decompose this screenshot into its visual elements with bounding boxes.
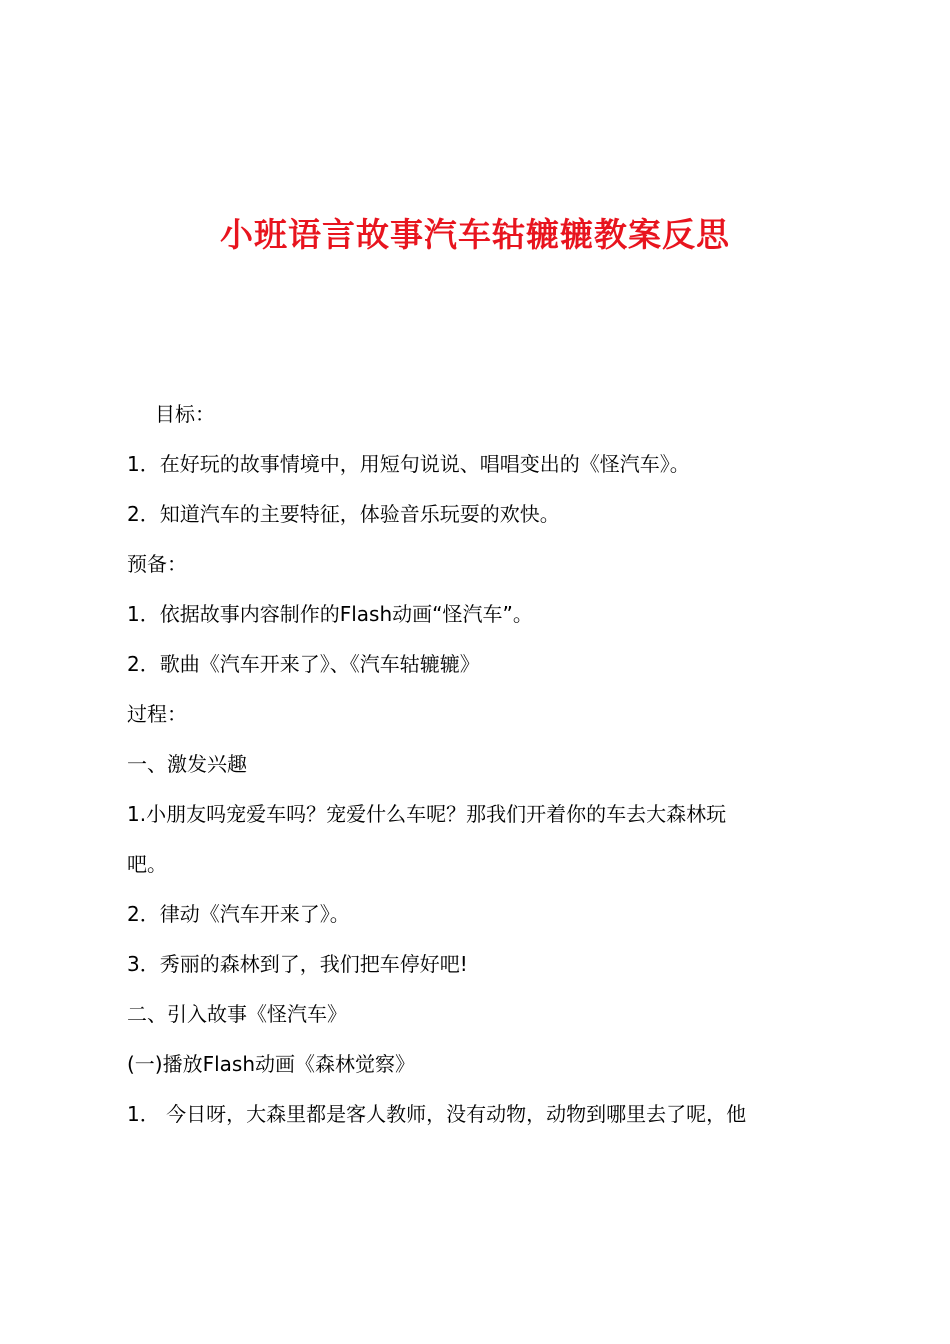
subsection-heading: 一、激发兴趣: [127, 752, 247, 776]
paragraph-line: 1．依据故事内容制作的Flash动画“怪汽车”。: [127, 602, 533, 626]
section-heading-process: 过程：: [127, 702, 187, 726]
paragraph-line: 3．秀丽的森林到了，我们把车停好吧!: [127, 952, 468, 976]
document-body: [127, 389, 837, 1139]
section-heading-preparation: 预备：: [127, 552, 187, 576]
paragraph-line: 2．知道汽车的主要特征，体验音乐玩耍的欢快。: [127, 502, 560, 526]
paragraph-line: 吧。: [127, 852, 167, 876]
paragraph-line: 2．律动《汽车开来了》。: [127, 902, 350, 926]
paragraph-line: 2．歌曲《汽车开来了》、《汽车轱辘辘》: [127, 652, 480, 676]
subsection-heading: 二、引入故事《怪汽车》: [127, 1002, 347, 1026]
paragraph-line: 1． 今日呀，大森里都是客人教师，没有动物，动物到哪里去了呢，他: [127, 1102, 747, 1126]
paragraph-line: 1．在好玩的故事情境中，用短句说说、唱唱变出的《怪汽车》。: [127, 452, 690, 476]
document-title: 小班语言故事汽车轱辘辘教案反思: [220, 215, 730, 254]
paragraph-line: 1.小朋友吗宠爱车吗？宠爱什么车呢？那我们开着你的车去大森林玩: [127, 802, 727, 826]
paragraph-line: (一)播放Flash动画《森林觉察》: [127, 1052, 416, 1076]
section-heading-objectives: 目标：: [155, 402, 215, 426]
